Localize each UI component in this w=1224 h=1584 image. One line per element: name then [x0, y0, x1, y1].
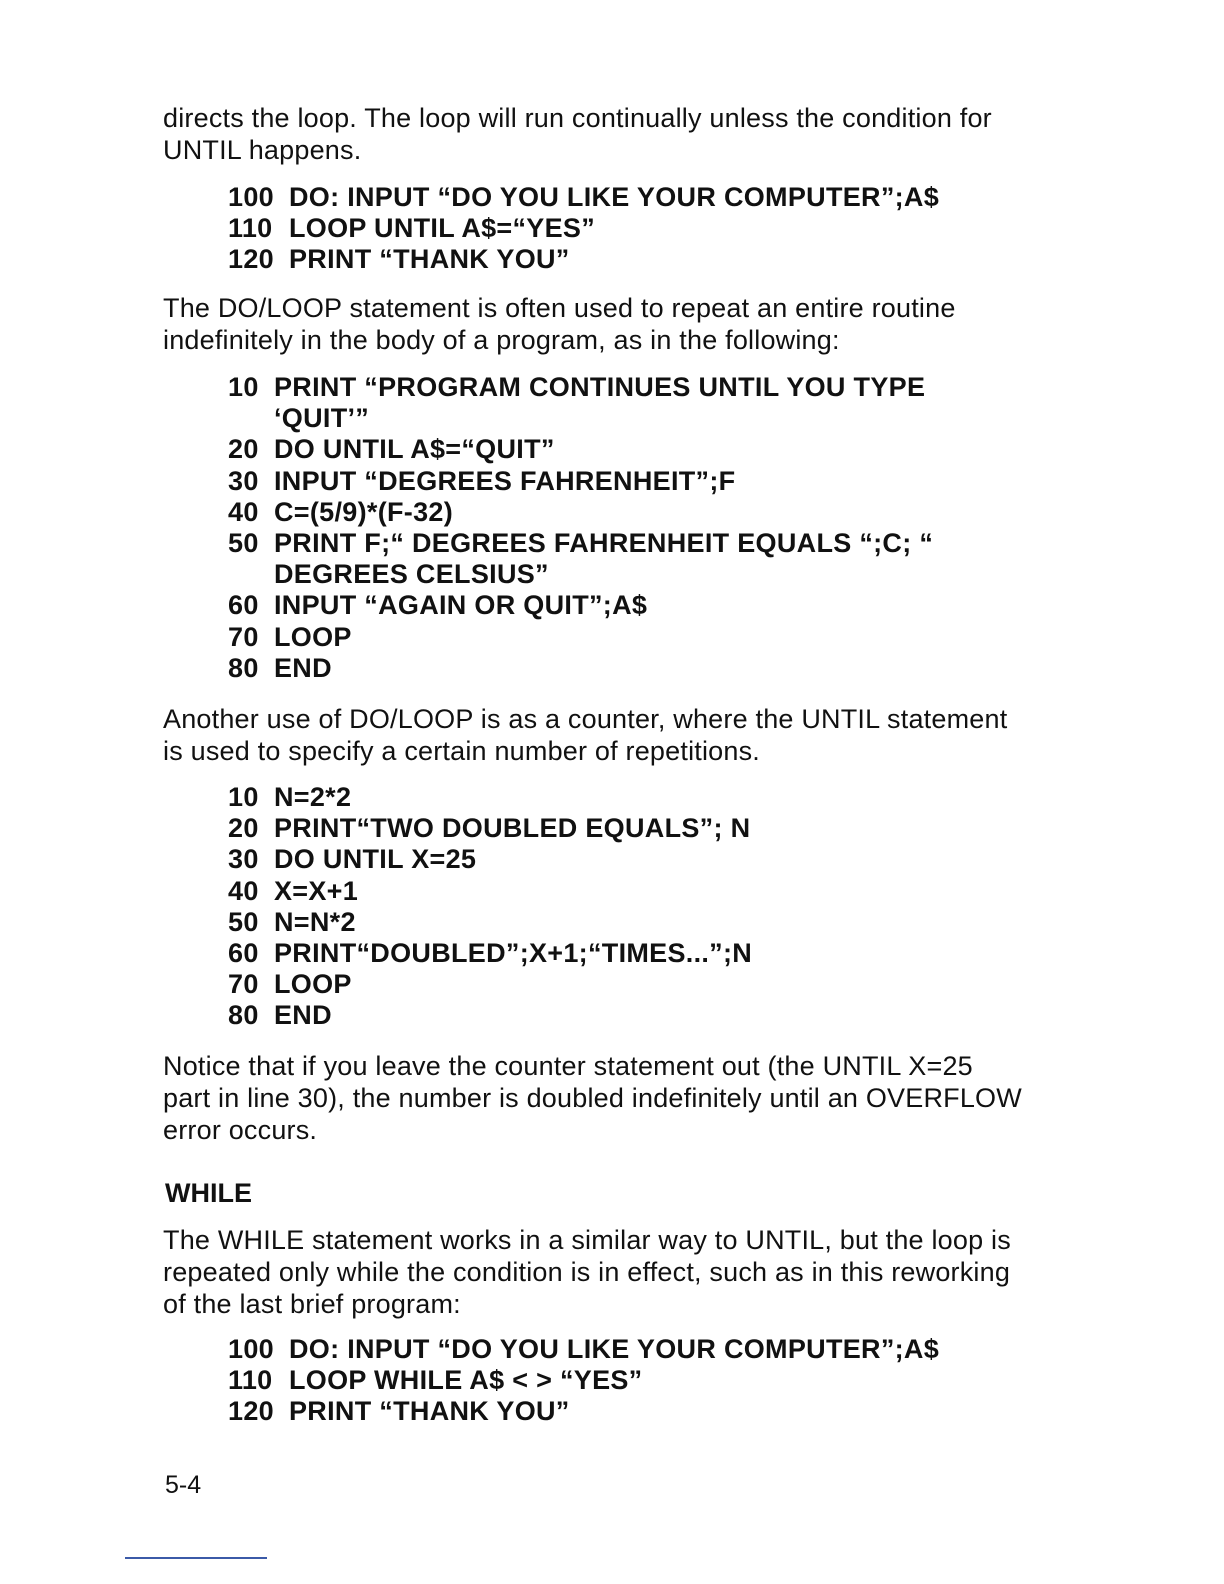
code-statement: INPUT “AGAIN OR QUIT”;A$: [274, 590, 648, 621]
line-number: 120: [228, 244, 274, 275]
line-number: 120: [228, 1396, 274, 1427]
footer-rule: [125, 1557, 267, 1559]
code-statement: DO: INPUT “DO YOU LIKE YOUR COMPUTER”;A$: [289, 1334, 940, 1364]
code-statement: X=X+1: [274, 875, 359, 906]
paragraph-overflow: Notice that if you leave the counter statement out (the UNTIL X=25 part in line 30), the number is doubled indefinitely until an OVERFLOW error occurs.: [163, 1051, 1022, 1145]
code-statement: ‘QUIT’”: [274, 403, 370, 434]
code-statement: PRINT “PROGRAM CONTINUES UNTIL YOU TYPE: [274, 372, 926, 402]
code-line: [228, 622, 1008, 653]
section-heading-while: WHILE: [165, 1178, 252, 1208]
line-number: 40: [228, 496, 259, 527]
code-line: [228, 1396, 1008, 1427]
code-line: [228, 466, 1008, 497]
code-statement: N=2*2: [274, 782, 352, 812]
line-number: 60: [228, 938, 259, 969]
line-number: 20: [228, 434, 259, 465]
code-statement: PRINT “THANK YOU”: [289, 244, 570, 275]
page-number: 5-4: [165, 1471, 202, 1499]
code-line: [228, 907, 1008, 938]
code-statement: N=N*2: [274, 906, 356, 937]
paragraph-counter: Another use of DO/LOOP is as a counter, where the UNTIL statement is used to specify a certain number of repetitions.: [163, 704, 1008, 766]
code-line: [228, 590, 1008, 621]
line-number: 50: [228, 906, 259, 937]
code-line: [228, 876, 1008, 907]
code-line: [228, 653, 1008, 684]
code-block-while: [228, 1334, 1008, 1428]
line-number: 10: [228, 782, 259, 812]
line-number: 60: [228, 590, 259, 621]
code-line: [228, 403, 1008, 434]
line-number: 30: [228, 465, 259, 496]
line-number: 100: [228, 182, 274, 212]
paragraph-intro: directs the loop. The loop will run continually unless the condition for UNTIL happens.: [163, 103, 992, 165]
code-statement: DEGREES CELSIUS”: [274, 559, 549, 590]
code-statement: LOOP WHILE A$ < > “YES”: [289, 1365, 643, 1396]
line-number: 70: [228, 969, 259, 1000]
code-line: [228, 497, 1008, 528]
code-line: [228, 528, 1008, 559]
line-number: 50: [228, 528, 259, 559]
code-statement: DO: INPUT “DO YOU LIKE YOUR COMPUTER”;A$: [289, 182, 940, 212]
line-number: 110: [228, 213, 273, 244]
line-number: 10: [228, 372, 259, 402]
line-number: 80: [228, 1000, 259, 1031]
code-line: [228, 1000, 1008, 1031]
code-line: [228, 969, 1008, 1000]
code-statement: PRINT “THANK YOU”: [289, 1396, 570, 1427]
code-line: [228, 782, 1008, 813]
code-line: [228, 559, 1008, 590]
code-statement: LOOP: [274, 969, 352, 1000]
line-number: 40: [228, 875, 259, 906]
code-line: [228, 938, 1008, 969]
line-number: 30: [228, 844, 259, 875]
code-line: [228, 844, 1008, 875]
code-statement: END: [274, 1000, 332, 1031]
code-line: [228, 1334, 1008, 1365]
code-line: [228, 813, 1008, 844]
line-number: 80: [228, 652, 259, 683]
line-number: 100: [228, 1334, 274, 1364]
code-line: [228, 182, 1008, 213]
code-statement: PRINT“DOUBLED”;X+1;“TIMES...”;N: [274, 938, 753, 969]
code-statement: LOOP UNTIL A$=“YES”: [289, 213, 596, 244]
code-statement: PRINT F;“ DEGREES FAHRENHEIT EQUALS “;C; “: [274, 528, 934, 559]
code-block-fahrenheit: [228, 372, 1008, 684]
line-number: 70: [228, 621, 259, 652]
code-statement: DO UNTIL X=25: [274, 844, 477, 875]
line-number: 20: [228, 813, 259, 844]
code-statement: DO UNTIL A$=“QUIT”: [274, 434, 555, 465]
code-line: [228, 244, 1008, 275]
code-line: [228, 372, 1008, 403]
code-statement: LOOP: [274, 621, 352, 652]
paragraph-while: The WHILE statement works in a similar way to UNTIL, but the loop is repeated only while the condition is in effect, such as in this reworking of the last brief program:: [163, 1225, 1011, 1319]
code-line: [228, 213, 1008, 244]
code-line: [228, 434, 1008, 465]
code-line: [228, 1365, 1008, 1396]
paragraph-do-loop-routine: The DO/LOOP statement is often used to repeat an entire routine indefinitely in the body of a program, as in the following:: [163, 293, 956, 355]
code-block-doubling: [228, 782, 1008, 1032]
line-number: 110: [228, 1365, 273, 1396]
code-block-until: [228, 182, 1008, 276]
code-statement: INPUT “DEGREES FAHRENHEIT”;F: [274, 465, 736, 496]
code-statement: C=(5/9)*(F-32): [274, 496, 453, 527]
code-statement: PRINT“TWO DOUBLED EQUALS”; N: [274, 813, 751, 844]
code-statement: END: [274, 652, 332, 683]
